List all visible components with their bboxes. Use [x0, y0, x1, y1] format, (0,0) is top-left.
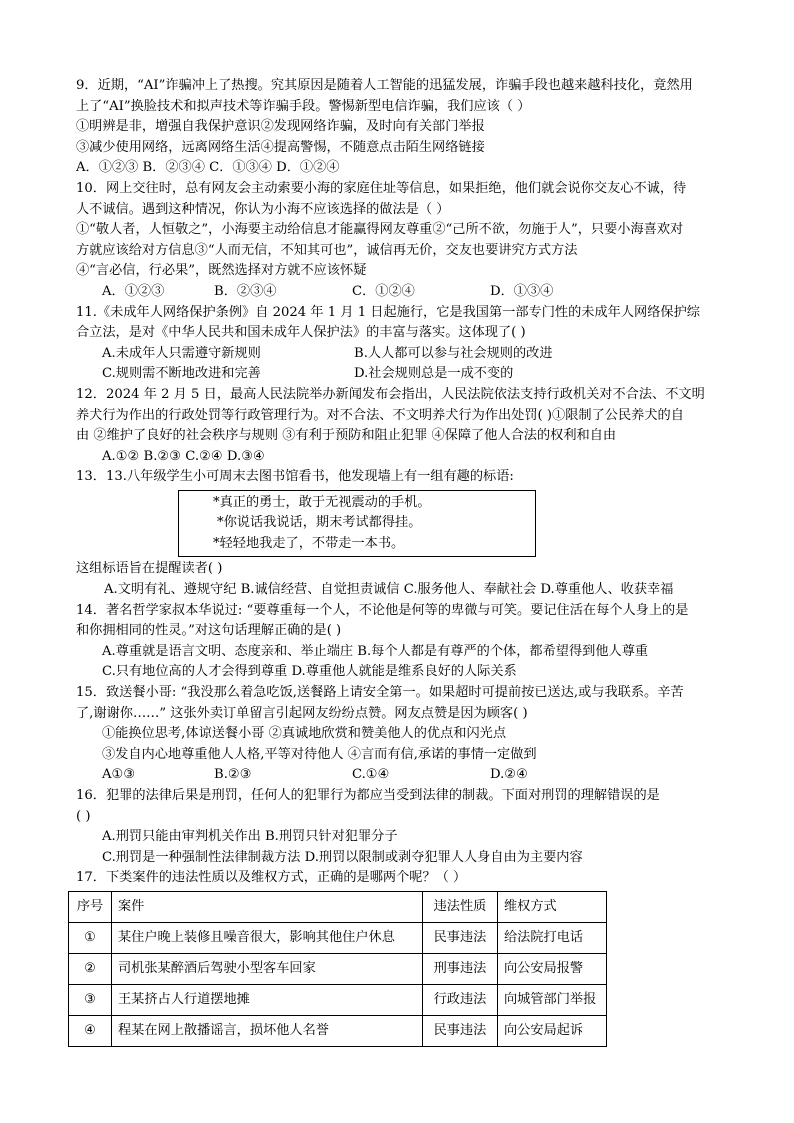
table-cell: 向公安局报警 [498, 953, 607, 984]
table-header: 序号 [69, 891, 112, 922]
answer-options: C.刑罚是一种强制性法律制裁方法 D.刑罚以限制或剥夺犯罪人人身自由为主要内容 [102, 849, 583, 865]
table-cell: ② [69, 953, 112, 984]
question-text: 这组标语旨在提醒读者( ) [76, 561, 223, 577]
option-d: D.社会规则总是一成不变的 [354, 366, 514, 382]
table-cell: ③ [69, 984, 112, 1015]
option-d: D．①③④ [490, 283, 554, 299]
table-cell: 王某挤占人行道摆地摊 [112, 984, 423, 1015]
question-text: 养犬行为作出的行政处罚等行政管理行为。对不合法、不文明养犬行为作出处罚( )①限制了公民养犬的自 [76, 407, 684, 423]
exam-page [76, 76, 724, 1047]
table-cell: 某住户晚上装修且噪音很大，影响其他住户休息 [112, 922, 423, 953]
answer-options: A．①②③ B．②③④ C．①③④ D．①②④ [76, 160, 340, 176]
statement: ③减少使用网络，远离网络生活④提高警惕，不随意点击陌生网络链接 [76, 139, 485, 155]
question-text: 14．著名哲学家叔本华说过: “要尊重每一个人，不论他是何等的卑微与可笑。要记住活在每个人身上的是 [76, 602, 689, 618]
answer-options [76, 364, 724, 385]
answer-options: A.文明有礼、遵规守纪 B.诚信经营、自觉担责诚信 C.服务他人、奉献社会 D.尊重他人、收获幸福 [104, 581, 674, 597]
question-17 [76, 868, 724, 1047]
table-cell: 程某在网上散播谣言，损坏他人名誉 [112, 1015, 423, 1046]
question-14 [76, 601, 724, 683]
table-cell: 刑事违法 [423, 953, 498, 984]
table-cell: ④ [69, 1015, 112, 1046]
question-10 [76, 179, 724, 303]
option-c: C．①②④ [352, 283, 415, 299]
table-cell: 给法院打电话 [498, 922, 607, 953]
option-d: D.②④ [490, 767, 528, 783]
case-table [68, 891, 607, 1047]
table-header: 维权方式 [498, 891, 607, 922]
table-cell: 民事违法 [423, 1015, 498, 1046]
answer-options: A.尊重就是语言文明、态度亲和、举止端庄 B.每个人都是有尊严的个体，都希望得到他人尊重 [102, 643, 649, 659]
statement: ④“言必信，行必果”，既然选择对方就不应该怀疑 [76, 263, 367, 279]
question-13 [76, 467, 724, 600]
option-c: C.①④ [352, 767, 390, 783]
question-text: 11.《未成年人网络保护条例》自 2024 年 1 月 1 日起施行，它是我国第一部专门性的未成年人网络保护综 [76, 304, 700, 320]
question-text: 12．2024 年 2 月 5 日，最高人民法院举办新闻发布会指出，人民法院依法支持行政机关对不合法、不文明 [76, 386, 705, 402]
option-b: B．②③④ [214, 283, 277, 299]
question-text: 人不诚信。遇到这种情况，你认为小海不应该选择的做法是（ ） [76, 201, 450, 217]
answer-options [76, 765, 724, 786]
table-row [69, 984, 607, 1015]
statement: ①明辨是非，增强自我保护意识②发现网络诈骗，及时向有关部门举报 [76, 119, 485, 135]
option-a: A①③ [102, 767, 136, 783]
slogan: *轻轻地我走了，不带走一本书。 [213, 535, 405, 551]
table-header: 违法性质 [423, 891, 498, 922]
slogan: *真正的勇士，敢于无视震动的手机。 [213, 494, 431, 510]
question-text: 17．下类案件的违法性质以及维权方式，正确的是哪两个呢？（ ） [76, 870, 467, 886]
question-text: 上了“AI”换脸技术和拟声技术等诈骗手段。警惕新型电信诈骗，我们应该（ ） [76, 98, 531, 114]
statement: ③发自内心地尊重他人人格,平等对待他人 ④言而有信,承诺的事情一定做到 [102, 746, 537, 762]
answer-options: A.刑罚只能由审判机关作出 B.刑罚只针对犯罪分子 [102, 829, 398, 845]
question-16 [76, 786, 724, 868]
question-text: 10．网上交往时，总有网友会主动索要小海的家庭住址等信息，如果拒绝，他们就会说你交友心不诚，待 [76, 180, 687, 196]
table-cell: 行政违法 [423, 984, 498, 1015]
slogan-box [178, 490, 536, 558]
table-cell: 向公安局起诉 [498, 1015, 607, 1046]
slogan: *你说话我说话，期末考试都得挂。 [217, 515, 422, 531]
question-text: 合立法，是对《中华人民共和国未成年人保护法》的丰富与落实。这体现了( ) [76, 325, 526, 341]
table-cell: 司机张某醉酒后驾驶小型客车回家 [112, 953, 423, 984]
table-row [69, 922, 607, 953]
question-text: ( ) [76, 808, 91, 824]
table-cell: 向城管部门举报 [498, 984, 607, 1015]
question-12 [76, 385, 724, 467]
question-15 [76, 683, 724, 786]
answer-options: C.只有地位高的人才会得到尊重 D.尊重他人就能是维系良好的人际关系 [102, 664, 517, 680]
table-cell: ① [69, 922, 112, 953]
table-row [69, 953, 607, 984]
question-text: 了,谢谢你……” 这张外卖订单留言引起网友纷纷点赞。网友点赞是因为顾客( ) [76, 705, 528, 721]
answer-options [76, 344, 724, 365]
option-c: C.规则需不断地改进和完善 [102, 366, 261, 382]
question-text: 15．致送餐小哥: “我没那么着急吃饭,送餐路上请安全第一。如果超时可提前按已送达,或与我联系。辛苦 [76, 684, 684, 700]
statement: 由 ②维护了良好的社会秩序与规则 ③有利于预防和阻止犯罪 ④保障了他人合法的权利和自由 [76, 428, 617, 444]
question-9 [76, 76, 724, 179]
question-text: 9．近期，“AI”诈骗冲上了热搜。究其原因是随着人工智能的迅猛发展，诈骗手段也越来越科技化，竟然用 [76, 78, 693, 93]
answer-options: A.①② B.②③ C.②④ D.③④ [102, 448, 265, 464]
option-a: A.未成年人只需遵守新规则 [102, 345, 261, 361]
answer-options [76, 282, 724, 303]
table-cell: 民事违法 [423, 922, 498, 953]
option-a: A．①②③ [102, 283, 165, 299]
table-row [69, 1015, 607, 1046]
question-11 [76, 303, 724, 385]
table-header: 案件 [112, 891, 423, 922]
statement: ①“敬人者，人恒敬之”，小海要主动给信息才能赢得网友尊重②“己所不欲，勿施于人”，只要小海喜欢对 [76, 222, 684, 238]
option-b: B.②③ [214, 767, 252, 783]
statement: ①能换位思考,体谅送餐小哥 ②真诚地欣赏和赞美他人的优点和闪光点 [102, 726, 507, 742]
option-b: B.人人都可以参与社会规则的改进 [354, 345, 553, 361]
statement: 方就应该给对方信息③“人而无信，不知其可也”，诚信再无价，交友也要讲究方式方法 [76, 242, 578, 258]
table-header-row [69, 891, 607, 922]
question-text: 13．13.八年级学生小可周末去图书馆看书，他发现墙上有一组有趣的标语: [76, 469, 514, 485]
question-text: 和你拥相同的性灵。”对这句话理解正确的是( ) [76, 623, 342, 639]
question-text: 16．犯罪的法律后果是刑罚，任何人的犯罪行为都应当受到法律的制裁。下面对刑罚的理解错误的是 [76, 787, 660, 803]
